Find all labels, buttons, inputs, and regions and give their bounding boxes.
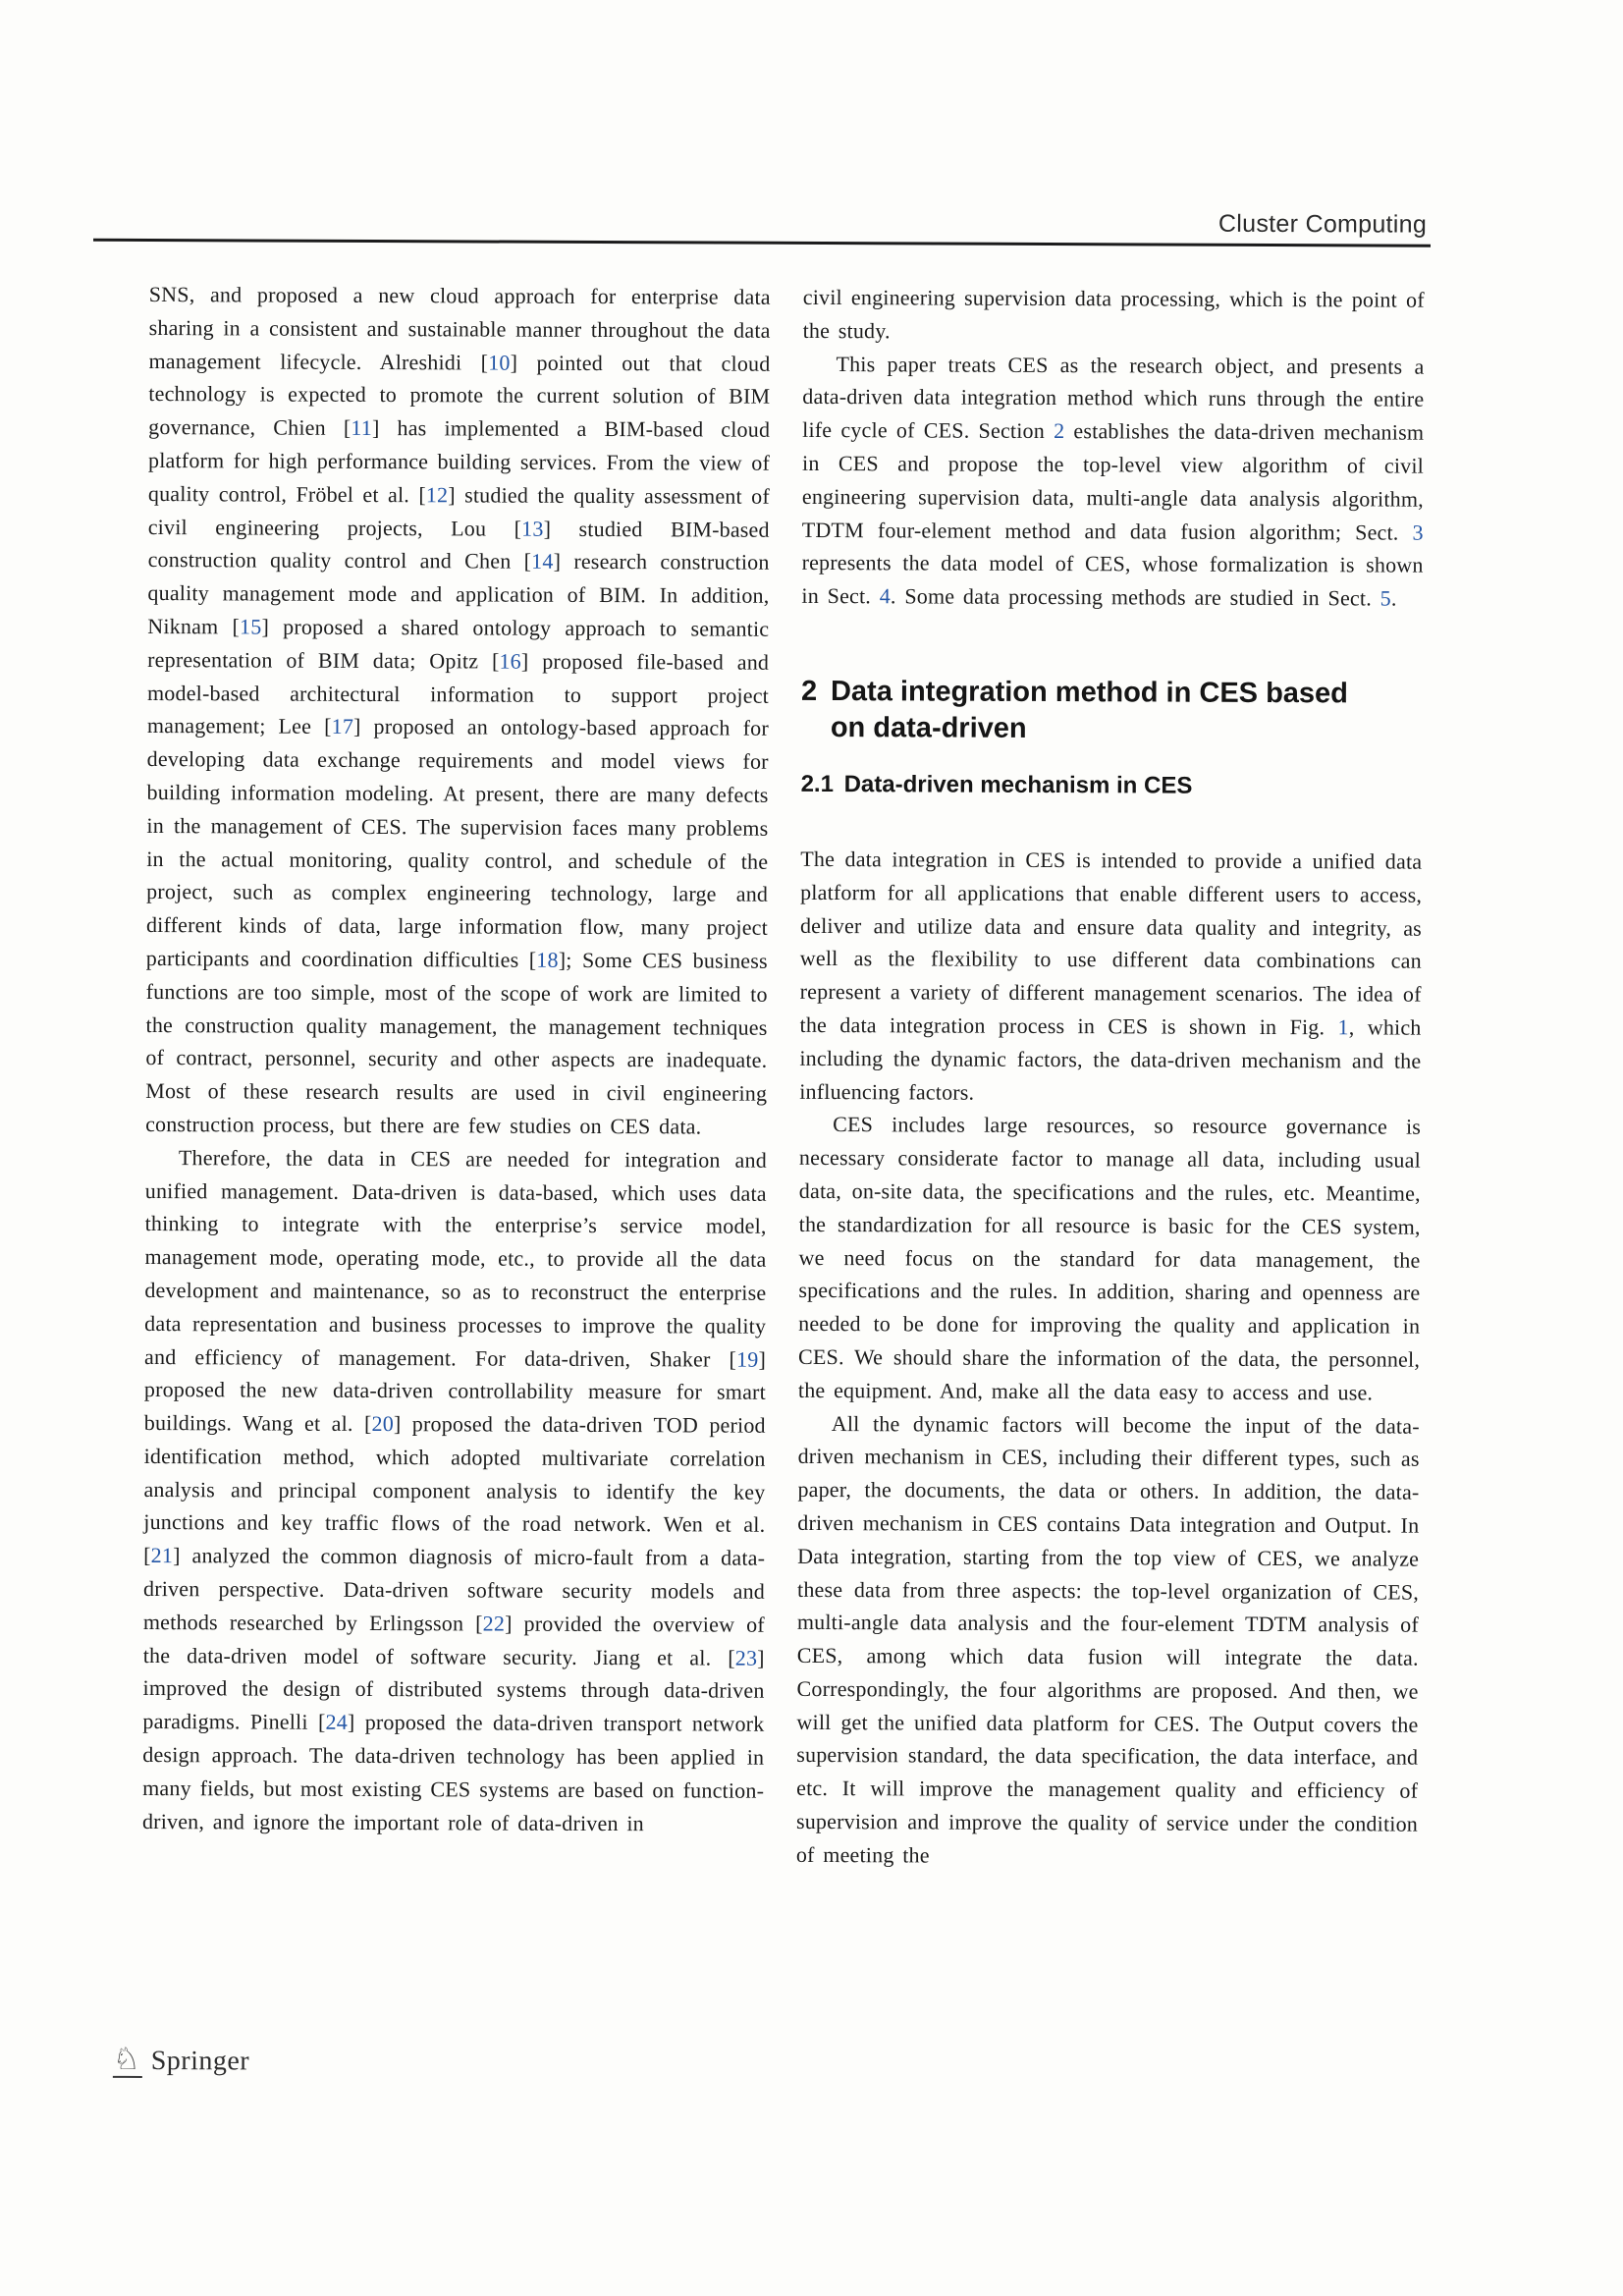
text-run: ] proposed file-based and model-based architectural information to support project management; Lee [ [146, 648, 770, 739]
citation-link[interactable]: 1 [1337, 1014, 1349, 1040]
text-run: , which including the dynamic factors, the data-driven mechanism and the influencing factors. [799, 1014, 1422, 1105]
citation-link[interactable]: 11 [351, 415, 373, 441]
section-2-title-line2: on data-driven [830, 712, 1027, 744]
text-run: ] proposed a shared ontology approach to semantic representation of BIM data; Opitz [ [147, 614, 770, 674]
section-2-1-heading [801, 770, 1423, 802]
text-run: SNS, and proposed a new cloud approach for enterprise data sharing in a consistent and sustainable manner throughout the data management lifecycle. Alreshidi [ [148, 282, 771, 375]
citation-link[interactable]: 21 [150, 1543, 174, 1568]
springer-knight-icon: ♘ [112, 2041, 140, 2077]
right-column-body-paragraphs [796, 843, 1423, 1874]
left-column-paragraphs [142, 278, 771, 1840]
publisher-name: Springer [150, 2046, 250, 2077]
citation-link[interactable]: 5 [1380, 585, 1391, 611]
citation-link[interactable]: 13 [521, 516, 544, 541]
text-run: ]; Some CES business functions are too simple, most of the scope of work are limited to the construction quality management, the management techniques of contract, personnel, security and other aspects are inadequate. Most of these research results are used in civil engineering construction process, but there are few studies on CES data. [145, 947, 768, 1139]
text-run: ] improved the design of distributed systems through data-driven paradigms. Pinelli [ [142, 1645, 765, 1735]
text-run: ] studied BIM-based construction quality control and Chen [ [147, 516, 770, 574]
text-run: ] analyzed the common diagnosis of micro-fault from a data-driven perspective. Data-driven software security models and methods researched by Erlingsson [ [142, 1543, 766, 1636]
text-run: civil engineering supervision data processing, which is the point of the study. [802, 284, 1425, 344]
text-run: ] proposed the new data-driven controllability measure for smart buildings. Wang et al. [ [143, 1346, 767, 1437]
body-paragraph [799, 843, 1422, 1111]
citation-link[interactable]: 24 [325, 1710, 348, 1735]
text-run: establishes the data-driven mechanism in CES and propose the top-level view algorithm of civil engineering supervision data, multi-angle data analysis algorithm, TDTM four-element method and data fusion algorithm; Sect. [801, 418, 1425, 545]
section-2-1-title: Data-driven mechanism in CES [843, 771, 1193, 799]
section-2-number: 2 [800, 675, 818, 707]
citation-link[interactable]: 22 [482, 1611, 506, 1636]
text-run: ] pointed out that cloud technology is expected to promote the current solution of BIM governance, Chien [ [148, 350, 771, 441]
text-run: ] provided the overview of the data-driven model of software security. Jiang et al. [ [142, 1611, 765, 1670]
text-run: represents the data model of CES, whose formalization is shown in Sect. [801, 550, 1424, 609]
citation-link[interactable]: 15 [240, 614, 262, 639]
citation-link[interactable]: 10 [488, 350, 511, 375]
text-run: . [1390, 585, 1397, 611]
body-paragraph [803, 281, 1425, 350]
citation-link[interactable]: 16 [499, 648, 521, 674]
publisher-logo [112, 2041, 250, 2079]
text-run: The data integration in CES is intended to provide a unified data platform for all applications that enable different users to access, deliver and utilize data and ensure data quality and integrity, as well as the flexibility to use different data combinations can represent a variety of different management scenarios. The idea of the data integration process in CES is shown in Fig. [799, 846, 1423, 1040]
left-column [142, 278, 771, 1840]
body-paragraph [145, 278, 771, 1143]
right-column-intro-paragraphs [801, 281, 1424, 616]
section-2-heading [801, 674, 1423, 749]
citation-link[interactable]: 2 [1054, 418, 1065, 444]
text-run: Therefore, the data in CES are needed for integration and unified management. Data-driven is data-based, which uses data thinking to integrate with the enterprise’s service model, management mode, operating mode, etc., to provide all the data development and maintenance, so as to reconstruct the enterprise data representation and business processes to improve the quality and efficiency of management. For data-driven, Shaker [ [144, 1144, 767, 1372]
text-run: ] research construction quality management mode and application of BIM. In addition, Niknam [ [147, 549, 770, 639]
citation-link[interactable]: 18 [536, 947, 559, 972]
citation-link[interactable]: 17 [331, 714, 354, 739]
body-paragraph [798, 1108, 1421, 1409]
section-2-title [831, 674, 1348, 748]
section-2-1-number: 2.1 [800, 770, 835, 798]
text-run: This paper treats CES as the research object, and presents a data-driven data integration method which runs through the entire life cycle of CES. Section [802, 351, 1425, 444]
body-paragraph [801, 348, 1424, 616]
text-run: CES includes large resources, so resource governance is necessary considerate factor to manage all data, including usual data, on-site data, the specifications and the rules, etc. Meantime, the standardization for all resource is basic for the CES system, we need focus on the standard for data management, the specifications and the rules. In addition, sharing and openness are needed to be done for improving the quality and application in CES. We should share the information of the data, the personnel, the equipment. And, make all the data easy to access and use. [797, 1112, 1422, 1405]
header-rule [93, 239, 1431, 247]
text-run: ] proposed the data-driven TOD period identification method, which adopted multivariate correlation analysis and principal component analysis to identify the key junctions and key traffic flows of the road network. Wen et al. [ [143, 1411, 766, 1568]
text-run: ] has implemented a BIM-based cloud platform for high performance building services. From the view of quality control, Fröbel et al. [ [147, 415, 771, 508]
citation-link[interactable]: 14 [531, 549, 554, 574]
citation-link[interactable]: 4 [879, 583, 892, 609]
citation-link[interactable]: 20 [371, 1411, 394, 1437]
text-run: . Some data processing methods are studied in Sect. [890, 583, 1380, 611]
citation-link[interactable]: 12 [425, 482, 449, 508]
journal-title: Cluster Computing [1217, 209, 1428, 239]
citation-link[interactable]: 23 [734, 1645, 758, 1670]
body-paragraph [142, 1141, 767, 1840]
citation-link[interactable]: 19 [736, 1346, 759, 1372]
body-paragraph [796, 1406, 1420, 1874]
text-run: ] proposed the data-driven transport network design approach. The data-driven technology has been applied in many fields, but most existing CES systems are based on function-driven, and ignore the important role of data-driven in [141, 1710, 765, 1835]
citation-link[interactable]: 3 [1412, 519, 1424, 545]
text-run: All the dynamic factors will become the input of the data-driven mechanism in CES, including their different types, such as paper, the documents, the data or others. In addition, the data-driven mechanism in CES contains Data integration and Output. In Data integration, starting from the top view of CES, we analyze these data from three aspects: the top-level organization of CES, multi-angle data analysis and the four-element TDTM analysis of CES, among which data fusion will integrate the data. Correspondingly, the four algorithms are proposed. And then, we will get the unified data platform for CES. The Output covers the supervision standard, the data specification, the data interface, and etc. It will improve the management quality and efficiency of supervision and improve the quality of service under the condition of meeting the [795, 1410, 1420, 1868]
right-column [796, 281, 1425, 1874]
text-run: ] studied the quality assessment of civil engineering projects, Lou [ [147, 482, 770, 541]
section-2-title-line1: Data integration method in CES based [830, 676, 1348, 710]
text-run: ] proposed an ontology-based approach for developing data exchange requirements and model views for building information modeling. At present, there are many defects in the management of CES. The supervision faces many problems in the actual monitoring, quality control, and schedule of the project, such as complex engineering technology, large and different kinds of data, large information flow, many project participants and coordination difficulties [ [145, 714, 769, 972]
